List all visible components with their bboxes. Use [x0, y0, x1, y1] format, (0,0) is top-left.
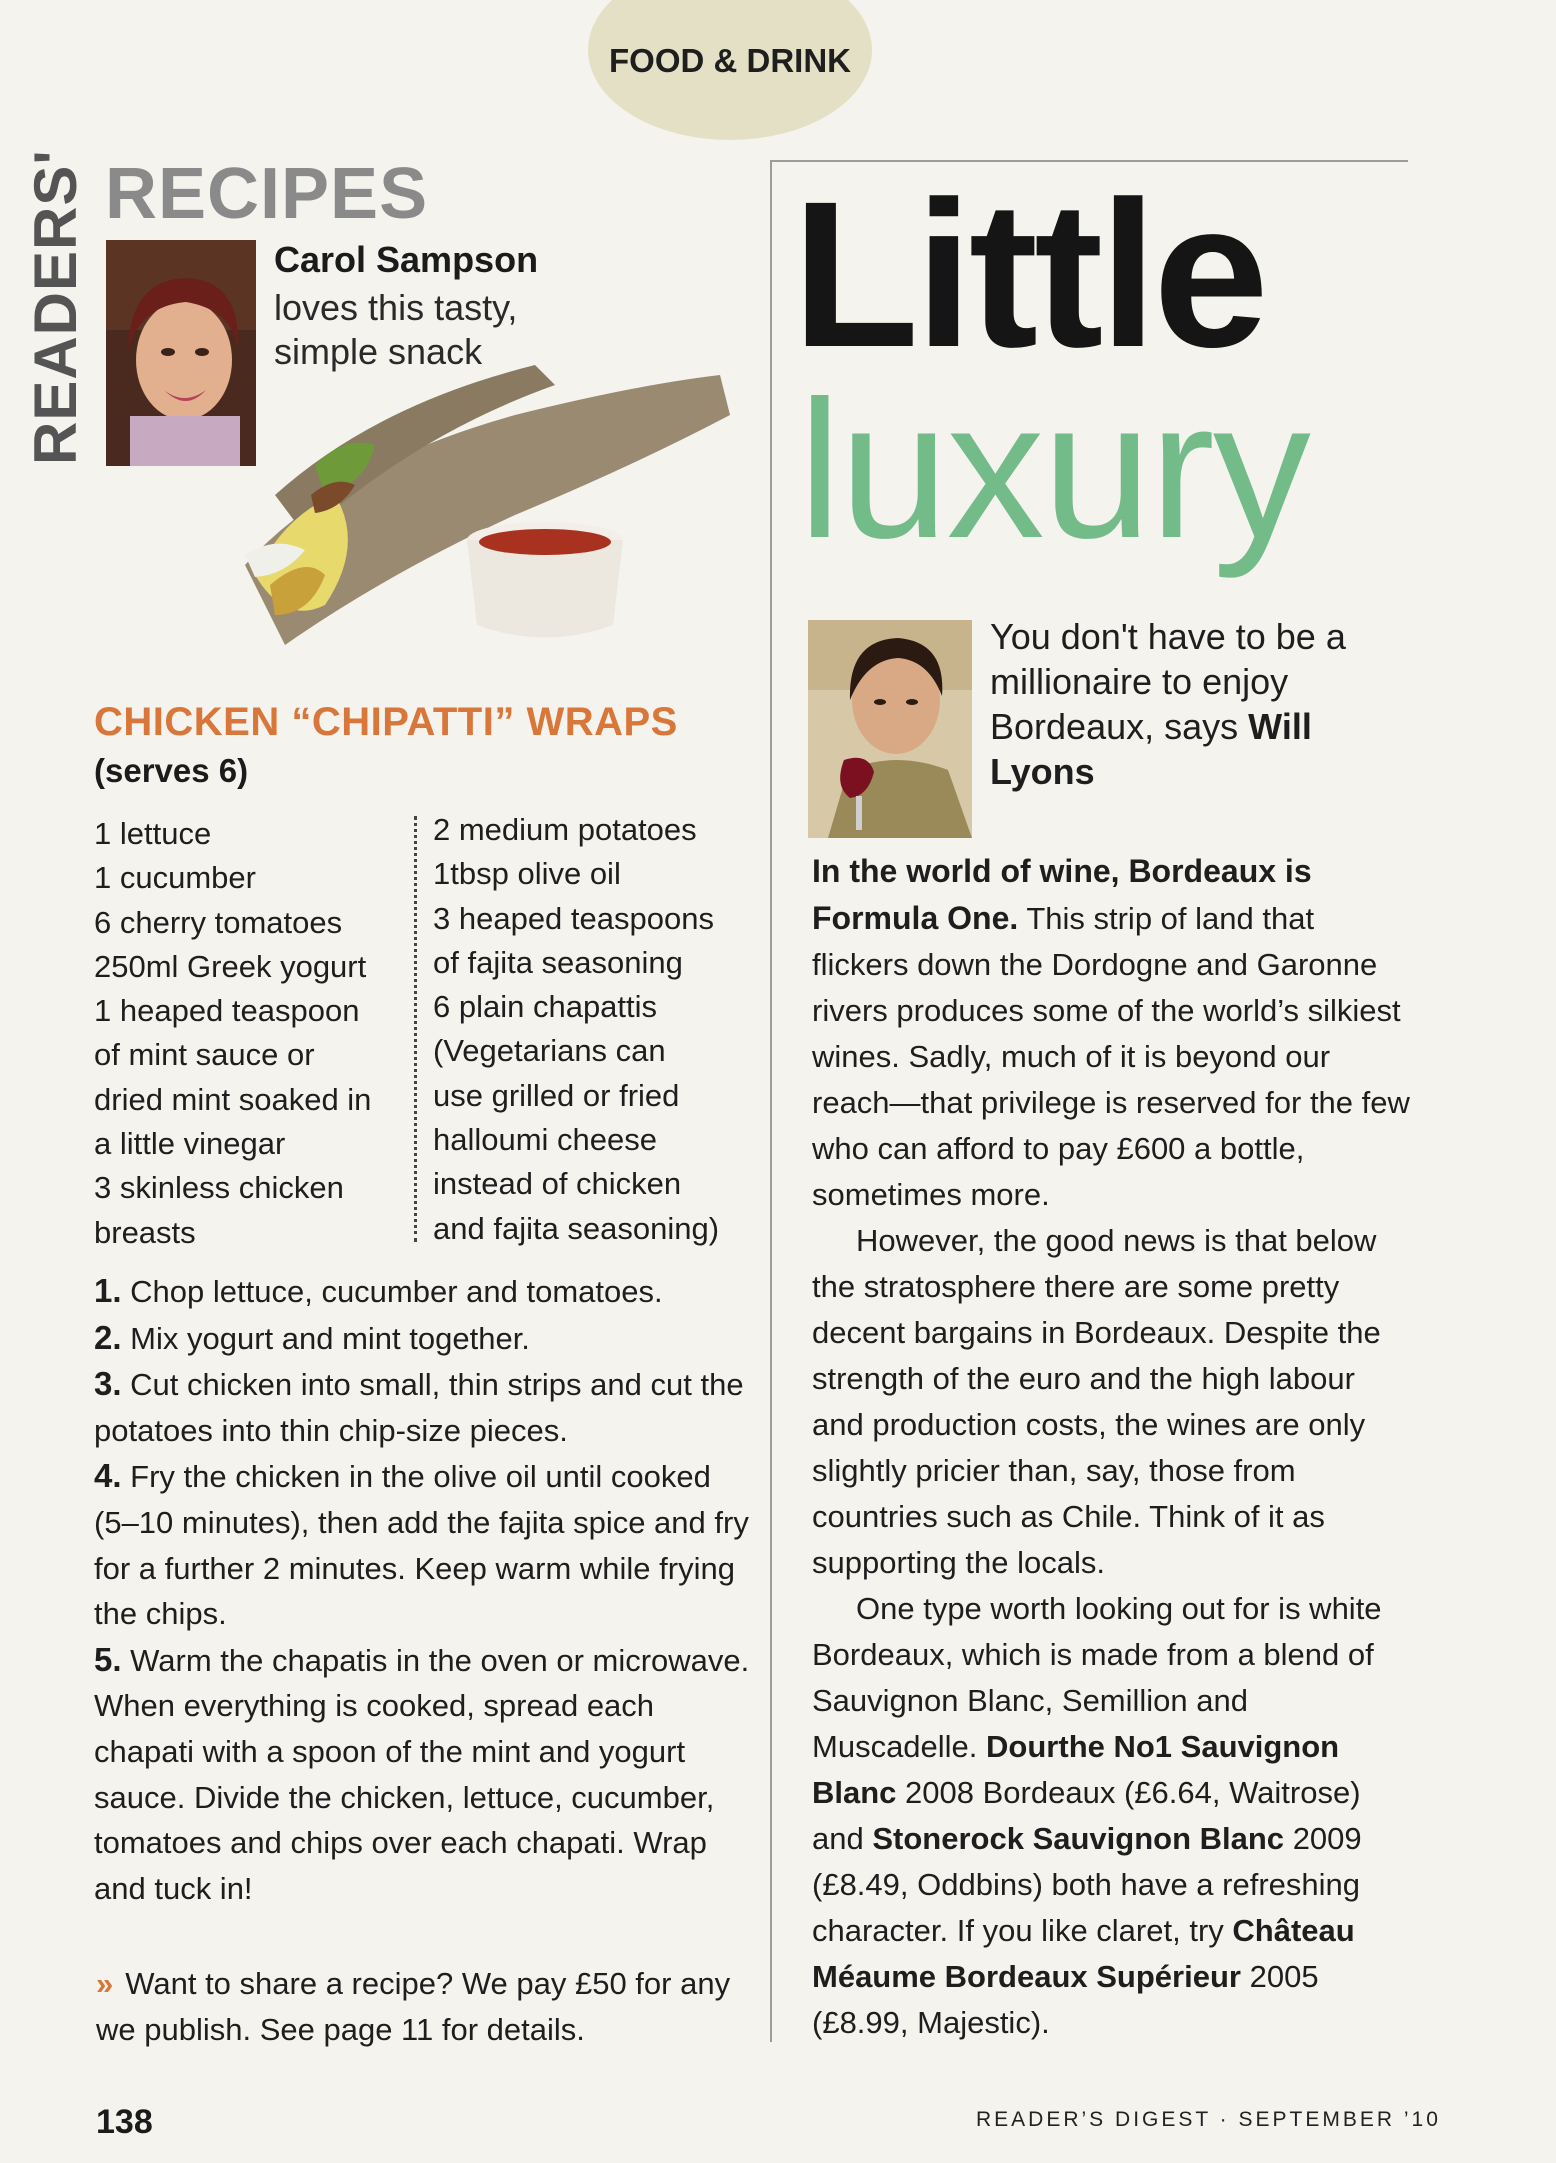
step-number: 1.: [94, 1272, 122, 1309]
ingredient-line: halloumi cheese: [433, 1122, 658, 1158]
ingredient-line: 1 heaped teaspoon: [94, 993, 360, 1029]
article-body: [812, 848, 1412, 2046]
recipe-serves: (serves 6): [94, 752, 249, 789]
ingredient-line: 6 plain chapattis: [433, 989, 658, 1025]
recipe-title: CHICKEN “CHIPATTI” WRAPS: [94, 700, 678, 744]
article-paragraph: However, the good news is that below the stratosphere there are some pretty decent bargains in Bordeaux. Despite the strength of the euro and the high labour and production costs, the wines are only slightly pricier than, say, those from countries such as Chile. Think of it as supporting the locals.: [812, 1223, 1381, 1580]
ingredient-line: 6 cherry tomatoes: [94, 904, 343, 940]
ingredient-line: 1 cucumber: [94, 860, 256, 896]
recipe-step: [94, 1268, 754, 1315]
share-note-text: Want to share a recipe? We pay £50 for any we publish. See page 11 for details.: [96, 1966, 731, 2047]
ingredients-left-column: [94, 812, 412, 1255]
article-standfirst: [990, 614, 1390, 794]
ingredients-divider: [414, 816, 417, 1242]
step-number: 3.: [94, 1365, 122, 1403]
step-number: 4.: [94, 1457, 122, 1495]
ingredient-line: a little vinegar: [94, 1126, 286, 1162]
step-number: 2.: [94, 1318, 122, 1356]
ingredient-line: 1 lettuce: [94, 816, 212, 851]
magazine-credit: READER’S DIGEST · SEPTEMBER ’10: [976, 2108, 1441, 2131]
headline-line-2: luxury: [798, 360, 1309, 579]
wine-name: Château Méaume Bordeaux Supérieur: [812, 1913, 1355, 1994]
headline-line-1: Little: [792, 159, 1265, 391]
recipe-step: [94, 1453, 754, 1636]
recipe-step: [94, 1315, 754, 1362]
step-number: 5.: [94, 1640, 122, 1678]
paragraph-text: One type worth looking out for is white Bordeaux, which is made from a blend of Sauvignon Blanc, Semillion and Muscadelle.: [812, 1591, 1382, 1764]
standfirst-text: You don't have to be a millionaire to enjoy Bordeaux, says: [990, 616, 1346, 747]
readers-vertical-label: READERS': [22, 149, 89, 465]
ingredient-line: 2 medium potatoes: [433, 812, 697, 847]
step-text: Fry the chicken in the olive oil until cooked (5–10 minutes), then add the fajita spice and fry for a further 2 minutes. Keep warm while frying the chips.: [94, 1459, 749, 1632]
ingredient-line: 3 heaped teaspoons: [433, 900, 714, 936]
ingredient-line: of mint sauce or: [94, 1037, 315, 1073]
standfirst-author: Will Lyons: [990, 706, 1312, 792]
article-paragraph: [812, 848, 1412, 1218]
chevron-right-icon: »: [96, 1966, 114, 2001]
ingredient-line: (Vegetarians can: [433, 1033, 666, 1069]
ingredients-right-column: [433, 808, 753, 1251]
step-text: Chop lettuce, cucumber and tomatoes.: [130, 1274, 663, 1309]
ingredient-line: 250ml Greek yogurt: [94, 948, 367, 984]
chicken-wrap-photo: [215, 345, 735, 685]
page-number: 138: [96, 2103, 153, 2141]
wine-detail: 2008 Bordeaux (£6.64, Waitrose) and: [812, 1775, 1361, 1856]
wine-name: Stonerock Sauvignon Blanc: [872, 1821, 1285, 1856]
recipe-step: [94, 1637, 754, 1912]
author-name: Carol Sampson: [274, 239, 539, 280]
wine-name: Dourthe No1 Sauvignon Blanc: [812, 1729, 1340, 1810]
wine-detail: 2009 (£8.49, Oddbins) both have a refreshing character. If you like claret, try: [812, 1821, 1362, 1948]
ingredient-line: use grilled or fried: [433, 1077, 680, 1113]
recipes-title: RECIPES: [105, 154, 429, 234]
section-tab-label: FOOD & DRINK: [609, 42, 851, 79]
recipe-steps: [94, 1268, 754, 1911]
article-paragraph: [812, 1586, 1412, 2046]
author-caption: loves this tasty, simple snack: [274, 287, 518, 372]
share-recipe-note: [96, 1961, 736, 2053]
ingredient-line: 1tbsp olive oil: [433, 856, 621, 892]
step-text: Mix yogurt and mint together.: [130, 1320, 530, 1356]
ingredient-line: instead of chicken: [433, 1166, 682, 1202]
ingredient-line: of fajita seasoning: [433, 944, 683, 980]
step-text: Cut chicken into small, thin strips and cut the potatoes into thin chip-size pieces.: [94, 1367, 744, 1448]
wine-detail: 2005 (£8.99, Majestic).: [812, 1959, 1319, 2040]
step-text: Warm the chapatis in the oven or microwave. When everything is cooked, spread each chapati with a spoon of the mint and yogurt sauce. Divide the chicken, lettuce, cucumber, tomatoes and chips over each chapati. Wrap and tuck in!: [94, 1642, 750, 1906]
ingredient-line: and fajita seasoning): [433, 1210, 720, 1246]
ingredient-line: dried mint soaked in: [94, 1081, 372, 1117]
section-tab: [588, 0, 872, 140]
ingredient-line: breasts: [94, 1214, 196, 1250]
paragraph-text: This strip of land that flickers down the Dordogne and Garonne rivers produces some of the world’s silkiest wines. Sadly, much of it is beyond our reach—that privilege is reserved for the few who can afford to pay £600 a bottle, sometimes more.: [812, 901, 1410, 1212]
writer-photo: [808, 620, 972, 838]
article-lead: In the world of wine, Bordeaux is Formula One.: [812, 853, 1312, 936]
ingredient-line: 3 skinless chicken: [94, 1170, 344, 1206]
recipe-step: [94, 1361, 754, 1453]
